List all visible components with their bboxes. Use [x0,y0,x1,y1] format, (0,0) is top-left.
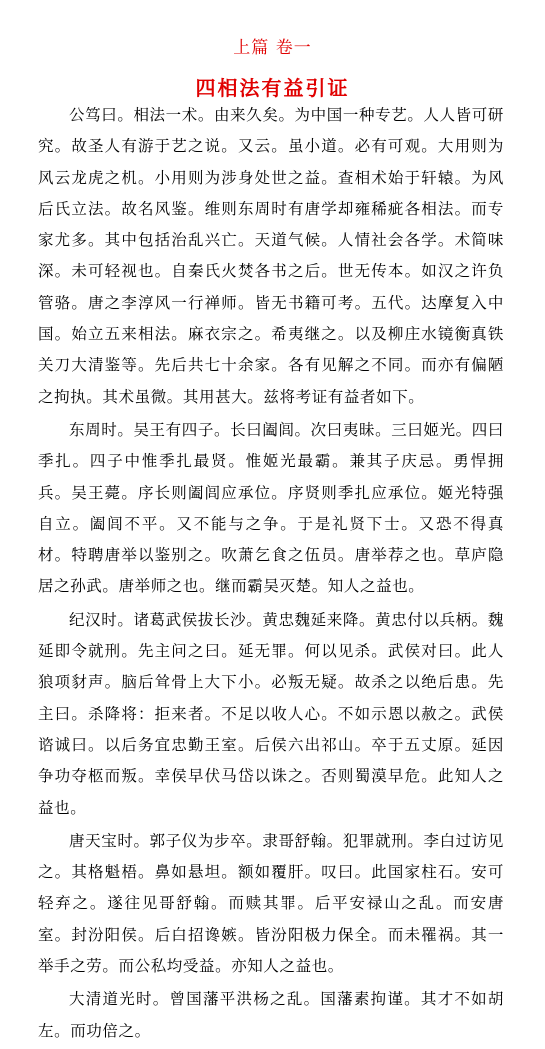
paragraph: 大清道光时。曾国藩平洪杨之乱。国藩素拘谨。其才不如胡左。而功倍之。 [38,990,504,1040]
paragraph: 纪汉时。诸葛武侯拔长沙。黄忠魏延来降。黄忠付以兵柄。魏延即令就刑。先主问之曰。延无罪。何以见杀。武侯对曰。此人狼项豺声。脑后耸骨上大下小。必叛无疑。故杀之以绝后患。先主曰。杀降将：拒来者。不足以收人心。不如示恩以赦之。武侯谘诚曰。以后务宜忠勤王室。后侯六出祁山。卒于五丈原。延因争功夺柩而叛。幸侯早伏马岱以诛之。否则蜀漠早危。此知人之益也。 [38,610,504,817]
paragraph: 唐天宝时。郭子仪为步卒。隶哥舒翰。犯罪就刑。李白过访见之。其格魁梧。鼻如悬坦。额如覆肝。叹曰。此国家柱石。安可轻弃之。遂往见哥舒翰。而赎其罪。后平安禄山之乱。而安唐室。封汾阳侯。后白招谗嫉。皆汾阳极力保全。而未罹祸。其一举手之劳。而公私均受益。亦知人之益也。 [38,831,504,976]
section-title: 四相法有益引证 [195,76,350,100]
paragraph: 公笃曰。相法一术。由来久矣。为中国一种专艺。人人皆可研究。故圣人有游于艺之说。又云。虽小道。必有可观。大用则为风云龙虎之机。小用则为涉身处世之益。查相术始于轩辕。为风后氏立法。故名风鉴。维则东周时有唐学却雍稀疵各相法。而专家尤多。其中包括治乱兴亡。天道气候。人情社会各学。术简味深。未可轻视也。自秦氏火焚各书之后。世无传本。如汉之许负管骆。唐之李淳风一行禅师。皆无书籍可考。五代。达摩复入中国。始立五来相法。麻衣宗之。希夷继之。以及柳庄水镜衡真铁关刀大清鉴等。先后共七十余家。各有见解之不同。而亦有偏陋之拘执。其术虽微。其用甚大。兹将考证有益者如下。 [38,106,504,406]
body-text [38,100,504,1049]
chapter-heading: 上篇 卷一 [233,38,312,58]
paragraph: 东周时。吴王有四子。长曰阖闾。次曰夷昧。三曰姬光。四曰季扎。四子中惟季扎最贤。惟姬光最霸。兼其子庆忌。勇悍拥兵。吴王薨。序长则阖闾应承位。序贤则季扎应承位。姬光特强自立。阖闾不平。又不能与之争。于是礼贤下士。又恐不得真材。特聘唐举以鉴别之。吹萧乞食之伍员。唐举荐之也。草庐隐居之孙武。唐举师之也。继而霸吴灭楚。知人之益也。 [38,420,504,596]
